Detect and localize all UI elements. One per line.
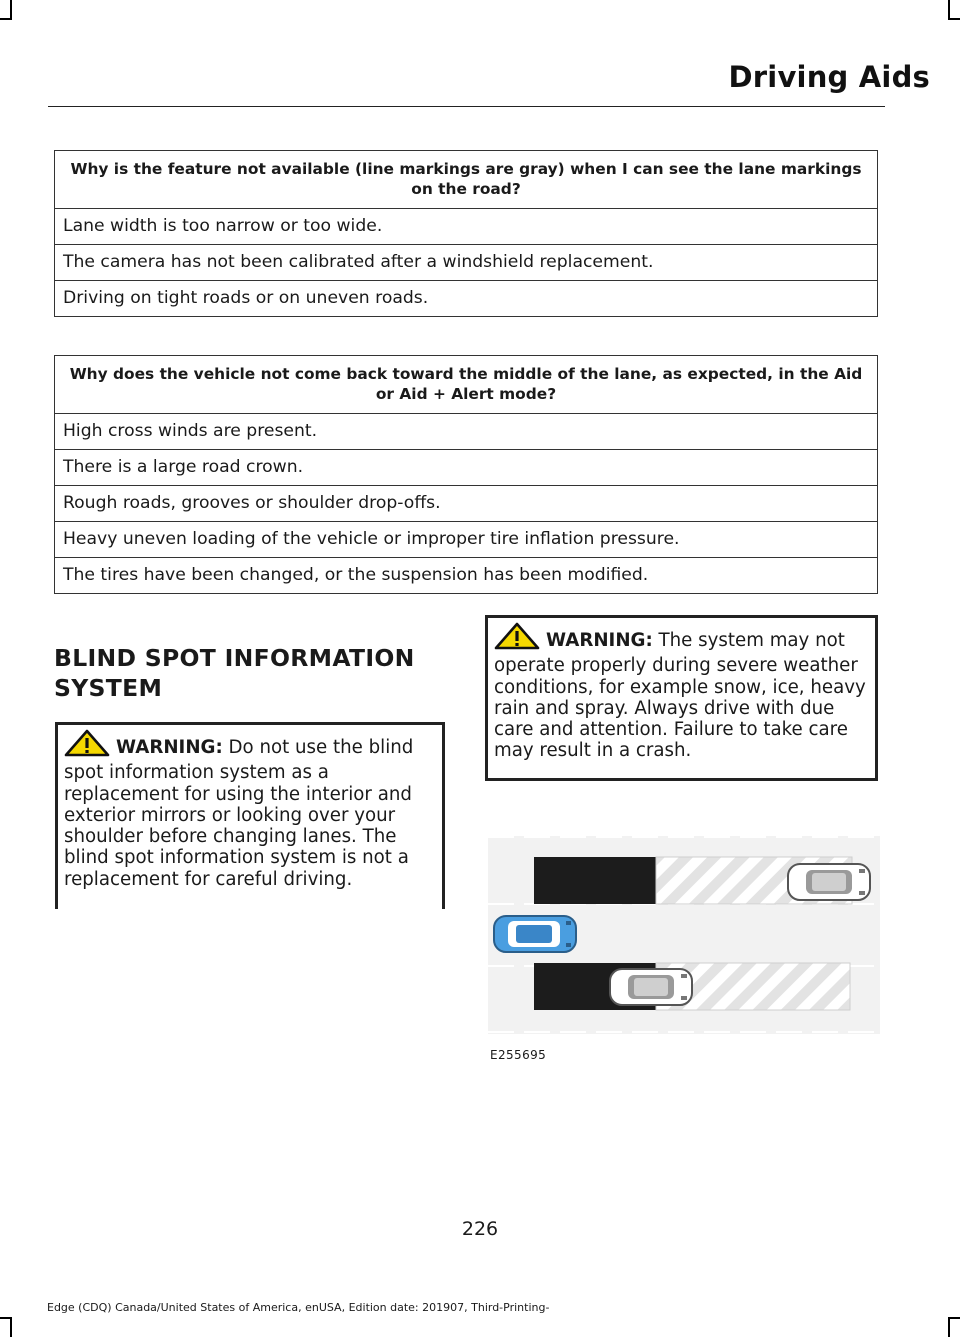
crop-mark <box>10 1319 12 1337</box>
section-heading: BLIND SPOT INFORMATION SYSTEM <box>54 644 415 702</box>
blind-spot-zones-illustration <box>488 836 880 1034</box>
warning-text: The system may not operate properly during severe weather conditions, for example snow, ice, heavy rain and spray. Always drive with due care and attention. Failure to take care may result in a crash. <box>494 630 866 762</box>
table-cell: There is a large road crown. <box>55 450 878 486</box>
footer-edition: Edge (CDQ) Canada/United States of America, enUSA, Edition date: 201907, Third-Printing- <box>47 1301 550 1314</box>
page-number: 226 <box>461 1218 499 1240</box>
crop-mark <box>0 1317 12 1319</box>
table-row <box>55 414 878 450</box>
own-vehicle <box>494 916 576 952</box>
table-cell: Heavy uneven loading of the vehicle or improper tire inflation pressure. <box>55 522 878 558</box>
table-cell: Driving on tight roads or on uneven roads. <box>55 281 878 317</box>
table-cell: The tires have been changed, or the suspension has been modified. <box>55 558 878 594</box>
table-cell: High cross winds are present. <box>55 414 878 450</box>
vehicle-in-blind-spot-right-lane <box>788 864 870 900</box>
crop-mark <box>948 1319 950 1337</box>
table-row <box>55 558 878 594</box>
troubleshooting-table-lane-centering <box>54 355 878 594</box>
troubleshooting-table-availability <box>54 150 878 317</box>
warning-triangle-icon <box>64 729 114 762</box>
table-cell: Rough roads, grooves or shoulder drop-offs. <box>55 486 878 522</box>
crop-mark <box>0 18 12 20</box>
table-cell: The camera has not been calibrated after a windshield replacement. <box>55 245 878 281</box>
crop-mark <box>948 18 960 20</box>
table-row <box>55 281 878 317</box>
table-cell: Lane width is too narrow or too wide. <box>55 209 878 245</box>
table-row <box>55 450 878 486</box>
warning-box-mirrors <box>55 722 445 909</box>
crop-mark <box>948 0 950 18</box>
vehicle-in-blind-spot-left-lane <box>610 969 692 1005</box>
table-question: Why is the feature not available (line markings are gray) when I can see the lane markings on the road? <box>55 151 878 209</box>
table-row <box>55 245 878 281</box>
table-row <box>55 209 878 245</box>
crop-mark <box>10 0 12 18</box>
warning-label: WARNING: <box>116 737 223 758</box>
warning-box-weather <box>485 615 878 781</box>
warning-triangle-icon <box>494 622 544 655</box>
table-row <box>55 486 878 522</box>
table-question: Why does the vehicle not come back toward the middle of the lane, as expected, in the Aid or Aid + Alert mode? <box>55 356 878 414</box>
warning-text: Do not use the blind spot information system as a replacement for using the interior and exterior mirrors or looking over your shoulder before changing lanes. The blind spot information system is not a replacement for careful driving. <box>64 737 414 890</box>
page-title: Driving Aids <box>728 60 930 94</box>
blind-spot-zone-dark <box>534 857 656 904</box>
figure-code: E255695 <box>490 1048 547 1062</box>
table-row <box>55 522 878 558</box>
header-divider <box>48 106 885 107</box>
crop-mark <box>948 1317 960 1319</box>
warning-label: WARNING: <box>546 630 653 651</box>
